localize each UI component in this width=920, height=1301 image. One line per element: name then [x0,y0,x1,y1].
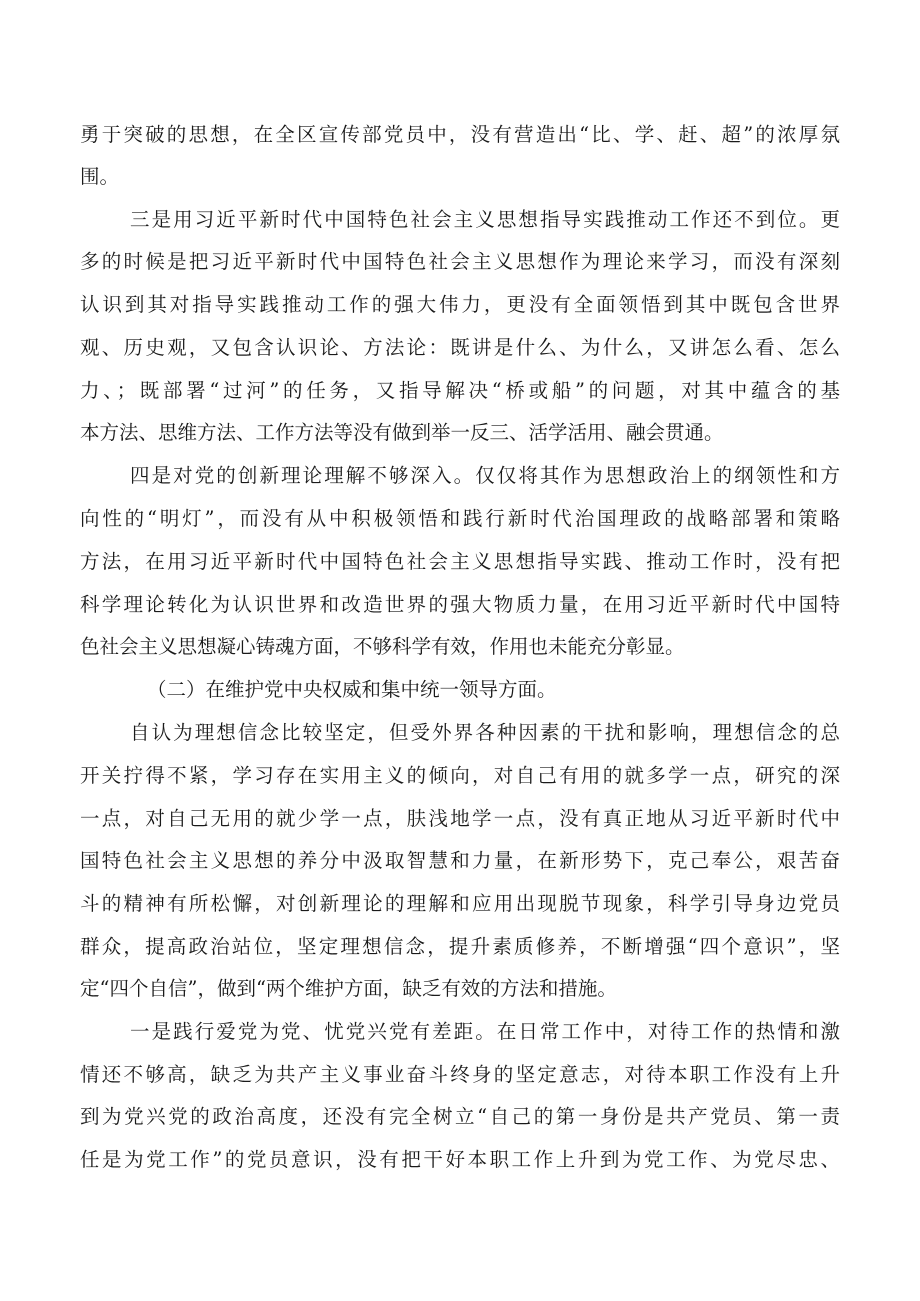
text-line: 到为党兴党的政治高度，还没有完全树立“自己的第一身份是共产党员、第一责 [80,1105,840,1128]
text-line: 力、；既部署“过河”的任务，又指导解决“桥或船”的问题，对其中蕴含的基 [80,379,840,402]
text-line: 四是对党的创新理论理解不够深入。仅仅将其作为思想政治上的纲领性和方 [130,464,840,487]
text-line: 科学理论转化为认识世界和改造世界的强大物质力量，在用习近平新时代中国特 [80,593,840,616]
text-line: 色社会主义思想凝心铸魂方面，不够科学有效，作用也未能充分彰显。 [80,635,685,658]
text-line: 定“四个自信”，做到“两个维护方面，缺乏有效的方法和措施。 [80,977,617,1000]
text-line: 多的时候是把习近平新时代中国特色社会主义思想作为理论来学习，而没有深刻 [80,250,840,273]
text-line: 斗的精神有所松懈，对创新理论的理解和应用出现脱节现象，科学引导身边党员 [80,892,840,915]
text-line: 向性的“明灯”，而没有从中积极领悟和践行新时代治国理政的战略部署和策略 [80,507,840,530]
text-line: 情还不够高，缺乏为共产主义事业奋斗终身的坚定意志，对待本职工作没有上升 [80,1063,840,1086]
text-line: 认识到其对指导实践推动工作的强大伟力，更没有全面领悟到其中既包含世界 [80,293,840,316]
text-line: 群众，提高政治站位，坚定理想信念，提升素质修养，不断增强“四个意识”，坚 [80,935,840,958]
text-line: 任是为党工作”的党员意识，没有把干好本职工作上升到为党工作、为党尽忠、 [80,1148,840,1171]
text-line: 一是践行爱党为党、忧党兴党有差距。在日常工作中，对待工作的热情和激 [130,1020,840,1043]
text-line: 观、历史观，又包含认识论、方法论：既讲是什么、为什么，又讲怎么看、怎么 [80,336,840,359]
text-line: 三是用习近平新时代中国特色社会主义思想指导实践推动工作还不到位。更 [130,208,840,231]
text-line: 国特色社会主义思想的养分中汲取智慧和力量，在新形势下，克己奉公，艰苦奋 [80,849,840,872]
text-line: 一点，对自己无用的就少学一点，肤浅地学一点，没有真正地从习近平新时代中 [80,807,840,830]
text-line: 本方法、思维方法、工作方法等没有做到举一反三、活学活用、融会贯通。 [80,421,724,444]
text-line: 自认为理想信念比较坚定，但受外界各种因素的干扰和影响，理想信念的总 [130,721,840,744]
text-line: 开关拧得不紧，学习存在实用主义的倾向，对自己有用的就多学一点，研究的深 [80,764,840,787]
text-line: 围。 [80,165,120,188]
text-line: 方法，在用习近平新时代中国特色社会主义思想指导实践、推动工作时，没有把 [80,550,840,573]
section-heading: （二）在维护党中央权威和集中统一领导方面。 [147,678,557,701]
text-line: 勇于突破的思想，在全区宣传部党员中，没有营造出“比、学、赶、超”的浓厚氛 [80,123,840,146]
